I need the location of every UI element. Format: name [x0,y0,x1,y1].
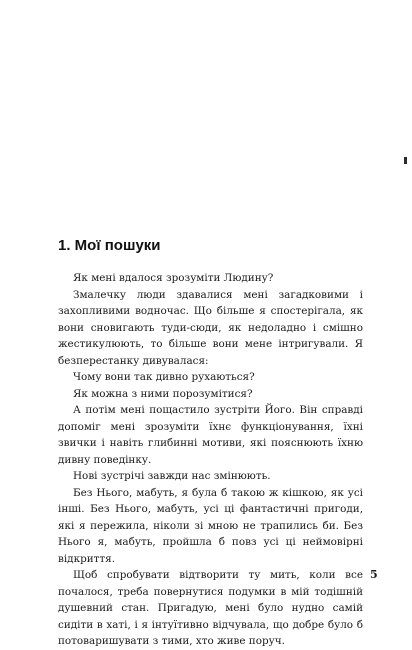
paragraph: Чому вони так дивно рухаються? [73,371,255,383]
paragraph: Як можна з ними порозумітися? [73,387,253,400]
paragraph: А потім мені пощастило зустріти Його. Він справді допоміг мені зрозуміти їхнє функціонування, їхні звички і навіть глибинні мотиви, які пояснюють їхню дивну поведінку. [58,404,363,466]
paragraph: Без Нього, мабуть, я була б такою ж кішкою, як усі інші. Без Нього, мабуть, усі ці фантастичні пригоди, які я пережила, ніколи зі мною не трапились би. Без Нього я, мабуть, пройшла б повз усі ці неймовірні відкриття. [58,486,363,565]
paragraph: Як мені вдалося зрозуміти Людину? [73,272,274,284]
page-edge-mark [404,157,407,164]
chapter-title: 1. Мої пошуки [58,237,161,254]
chapter-body [58,270,363,650]
page-number: 5 [370,568,378,581]
paragraph: Щоб спробувати відтворити ту мить, коли все почалося, треба повернутися подумки в мій тодішній душевний стан. Пригадую, мені було нудно самій сидіти в хаті, і я інтуїтивно відчувала, що добре було б потоваришувати з тими, хто живе поруч. [58,569,363,647]
paragraph: Змалечку люди здавалися мені загадковими і захопливими водночас. Що більше я спостерігала, як вони сновигають туди-сюди, як недоладно і смішно жестикулюють, то більше вони мене інтригували. Я безперестанку дивувалася: [58,288,363,367]
paragraph: Нові зустрічі завжди нас змінюють. [73,470,271,482]
